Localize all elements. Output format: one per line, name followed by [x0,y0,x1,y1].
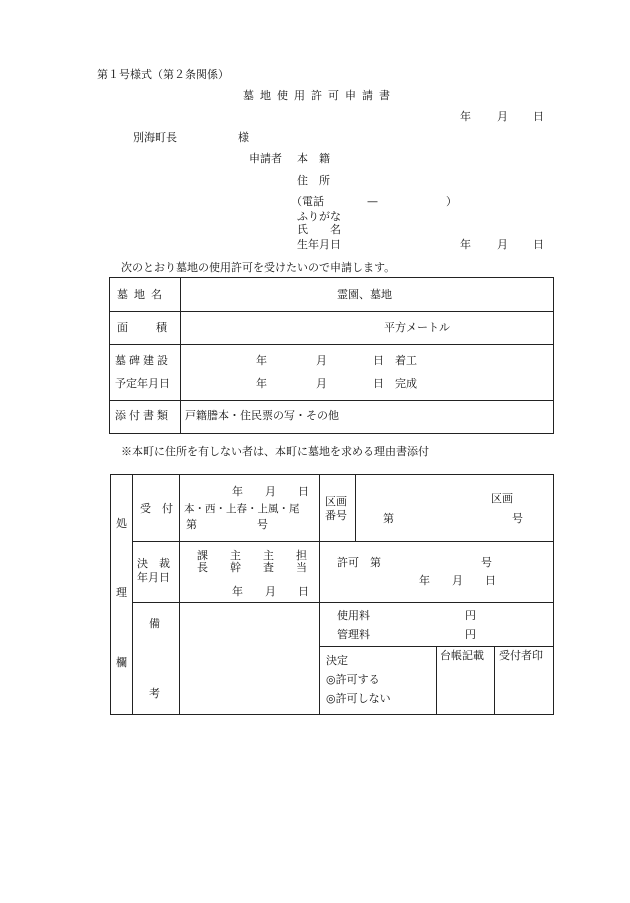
receipt-no-b: 号 [257,518,268,531]
remarks-b: 考 [149,687,160,700]
applicant-phone-close: ） [446,195,457,208]
applicant-furigana: ふりがな [297,210,341,223]
approvers-row2: 長 幹 査 当 [197,561,307,574]
applicant-domicile: 本 籍 [297,152,330,165]
request-text: 次のとおり墓地の使用許可を受けたいので申請します。 [121,261,396,274]
applicant-phone-dash: — [367,195,378,208]
block-number-label: 区画番号 [325,495,347,522]
fee-mgmt-yen: 円 [465,628,476,641]
fee-mgmt-label: 管理料 [337,628,370,641]
area-value: 平方メートル [384,321,450,334]
permit-no-a: 許可 第 [337,556,381,569]
form-number: 第１号様式（第２条関係） [97,68,229,81]
applicant-address: 住 所 [297,174,330,187]
block-no-a: 第 [383,512,394,525]
block-suffix: 区画 [491,492,513,505]
ledger-label: 台帳記載 [440,649,484,662]
attachments-label: 添付書類 [115,409,171,422]
side-label-1: 処 [116,517,127,530]
applicant-label: 申請者 [249,152,282,165]
construction-label-a: 墓碑建設 [115,354,171,367]
end-year: 年 [256,377,267,390]
start-day: 日 着工 [373,354,417,367]
permit-yes: ◎許可する [326,673,380,686]
end-day: 日 完成 [373,377,417,390]
date-day: 日 [533,110,544,123]
decision-date-label: 決 裁年月日 [137,557,170,584]
start-month: 月 [316,354,327,367]
start-year: 年 [256,354,267,367]
permit-no-b: 号 [481,556,492,569]
receipt-no-a: 第 [186,518,197,531]
dob-day: 日 [533,238,544,251]
addressee-honorific: 様 [238,131,249,144]
date-month: 月 [497,110,508,123]
page-title: 墓地使用許可申請書 [243,89,396,102]
cemetery-name-label: 墓地名 [117,288,168,301]
side-label-3: 欄 [116,656,127,669]
applicant-name: 氏 名 [297,223,341,236]
dob-year: 年 [460,238,471,251]
applicant-phone: （電話 [291,195,324,208]
receipt-branches: 本・西・上春・上風・尾 [184,503,300,515]
approvers-row1: 課 主 主 担 [197,549,307,562]
construction-label-b: 予定年月日 [115,377,170,390]
side-label-2: 理 [116,586,127,599]
attachments-value: 戸籍謄本・住民票の写・その他 [185,409,339,422]
receiver-seal-label: 受付者印 [499,649,543,662]
decision-label: 決定 [326,654,348,667]
receipt-date: 年 月 日 [232,485,309,498]
note-text: ※本町に住所を有しない者は、本町に墓地を求める理由書添付 [121,445,429,458]
cemetery-name-value: 霊園、墓地 [337,288,392,301]
block-no-b: 号 [512,512,523,525]
permit-no: ◎許可しない [326,692,391,705]
end-month: 月 [316,377,327,390]
receipt-label: 受 付 [140,502,173,515]
area-label: 面積 [117,321,195,334]
addressee-name: 別海町長 [133,131,177,144]
applicant-dob: 生年月日 [297,238,341,251]
remarks-a: 備 [149,617,160,630]
fee-use-label: 使用料 [337,609,370,622]
fee-use-yen: 円 [465,609,476,622]
dob-month: 月 [497,238,508,251]
permit-date: 年 月 日 [419,574,496,587]
decision-date: 年 月 日 [232,585,309,598]
date-year: 年 [460,110,471,123]
